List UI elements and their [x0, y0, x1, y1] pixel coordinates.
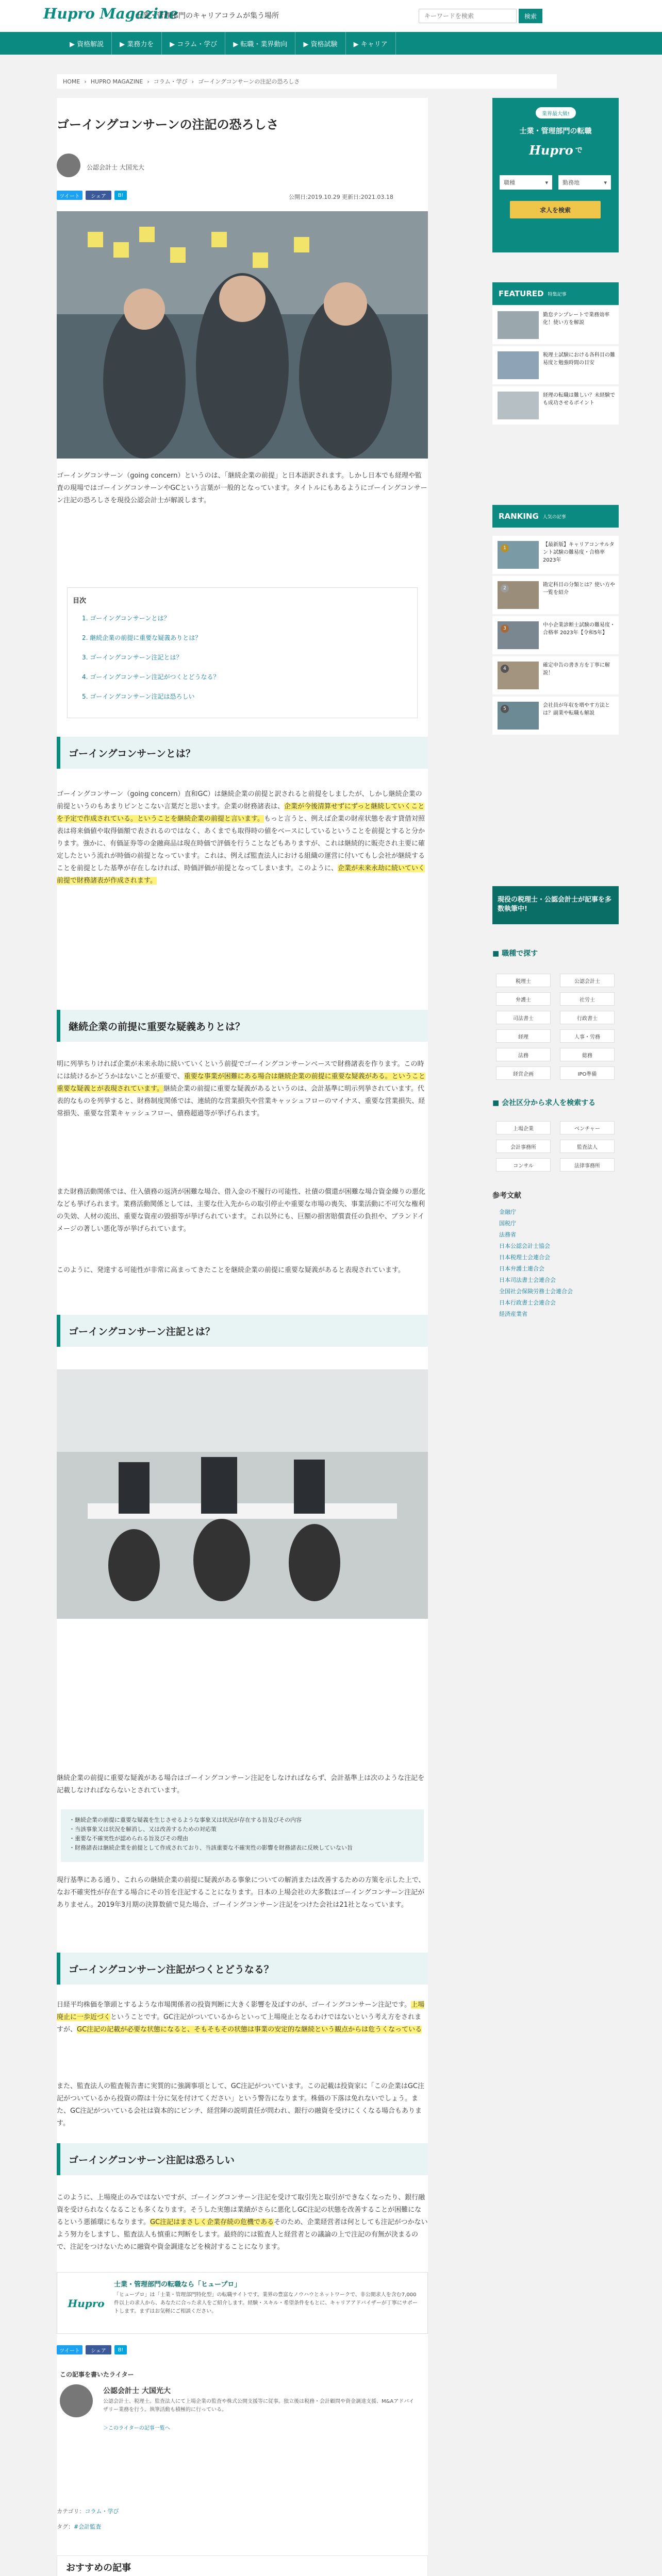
- reference-link[interactable]: 国税庁: [499, 1220, 516, 1227]
- job-pill[interactable]: IPO準備: [560, 1066, 615, 1080]
- publish-dates: 公開日:2019.10.29 更新日:2021.03.18: [289, 194, 393, 200]
- facebook-share-button[interactable]: シェア: [86, 2345, 111, 2354]
- ranking-item[interactable]: 4 確定申告の書き方を丁寧に解説！: [492, 656, 619, 694]
- ranking-thumb: [498, 541, 539, 569]
- nav-item-qualifications[interactable]: ▶ 資格解説: [62, 32, 112, 55]
- section-title-companies: ■ 会社区分から求人を検索する: [492, 1099, 596, 1107]
- highlight: 上場廃止に一歩近づく: [57, 2001, 425, 2021]
- job-pill[interactable]: 経営企画: [496, 1066, 551, 1080]
- ranking-item[interactable]: 5 会社員が年収を増やす方法とは？副業や転職も解説: [492, 697, 619, 735]
- nav-item-column[interactable]: ▶ コラム・学び: [162, 32, 225, 55]
- highlight: 重要な事業が困難にある場合は継続企業の前提に重要な疑義がある。ということ重要な疑義とが表現されています。: [57, 1073, 425, 1093]
- job-search-button[interactable]: 求人を検索: [510, 201, 601, 218]
- job-pill[interactable]: 社労士: [560, 992, 615, 1006]
- featured-thumb: [498, 311, 539, 339]
- nav-item-industry[interactable]: ▶ 転職・業界動向: [225, 32, 295, 55]
- rank-badge: 3: [501, 624, 509, 633]
- recommended-title: おすすめの記事: [66, 2563, 131, 2573]
- facebook-share-button[interactable]: シェア: [86, 191, 111, 200]
- ad-text: 「ヒュープロ」は「士業・管理部門特化型」の転職サイトです。業界の豊富なノウハウとネットワークで、非公開求人を含む7,000件以上の求人から、あなたに合った求人をご紹介します。経験・スキル・希望条件をもとに、キャリアアドバイザーが丁寧にサポートします。まずはお気軽にご相談ください。: [114, 2292, 418, 2314]
- breadcrumb-current: ゴーイングコンサーンの注記の恐ろしさ: [198, 78, 300, 85]
- tag-link[interactable]: #会計監査: [74, 2523, 102, 2530]
- bullet-item: ・当該事象又は状況を解消し、又は改善するための対応策: [69, 1826, 217, 1833]
- section-title-references: 参考文献: [492, 1192, 521, 1200]
- search-button[interactable]: 検索: [519, 9, 542, 23]
- ad-title[interactable]: 士業・管理部門の転職なら「ヒュープロ」: [114, 2281, 241, 2289]
- bullet-item: ・財務諸表は継続企業を前提として作成されており、当該重要な不確実性の影響を財務諸表に反映していない旨: [69, 1844, 353, 1851]
- article-paragraph: 継続企業の前提に重要な疑義がある場合はゴーイングコンサーン注記をしなければならず、会計基準上は次のような注記を記載しなければならないとされています。: [57, 1774, 425, 1794]
- job-pill[interactable]: 公認会計士: [560, 974, 615, 987]
- toc-item[interactable]: 5. ゴーイングコンサーン注記は恐ろしい: [82, 693, 195, 700]
- job-pill[interactable]: 弁護士: [496, 992, 551, 1006]
- page-title: ゴーイングコンサーンの注記の恐ろしさ: [57, 117, 279, 132]
- writer-avatar: [60, 2384, 93, 2417]
- writer-bio: 公認会計士、税理士。監査法人にて上場企業の監査や株式公開支援等に従事。独立後は税務・会計顧問や資金調達支援、M&Aアドバイザリー業務を行う。執筆活動も積極的に行っている。: [103, 2399, 415, 2413]
- ranking-thumb: [498, 621, 539, 649]
- author-avatar: [57, 154, 80, 177]
- article-paragraph: このように、発達する可能性が非常に高まってきたことを継続企業の前提に重要な疑義があると表現されています。: [57, 1266, 405, 1274]
- rank-badge: 1: [501, 544, 509, 552]
- reference-link[interactable]: 金融庁: [499, 1209, 516, 1215]
- hero-image-meeting: [57, 211, 428, 459]
- breadcrumb-category[interactable]: コラム・学び: [153, 78, 188, 85]
- ranking-thumb: [498, 581, 539, 609]
- highlight: 企業が今後清算せずにずっと継続していくことを予定で作成されている。ということを継続企業の前提と言います。: [57, 803, 425, 823]
- reference-link[interactable]: 経済産業省: [499, 1311, 527, 1317]
- reference-link[interactable]: 日本行政書士会連合会: [499, 1299, 556, 1306]
- ranking-header: RANKING 人気の記事: [492, 505, 619, 528]
- reference-link[interactable]: 日本弁護士連合会: [499, 1265, 544, 1272]
- location-select[interactable]: 勤務地 ▾: [558, 175, 611, 190]
- ad-headline: 士業・管理部門の転職: [519, 127, 592, 135]
- reference-link[interactable]: 全国社会保険労務士会連合会: [499, 1288, 573, 1295]
- tag-row: タグ：#会計監査: [57, 2523, 102, 2530]
- note-bullet-list: [61, 1809, 424, 1862]
- writers-banner[interactable]: 現役の税理士・公認会計士が記事を多数執筆中!: [492, 886, 619, 924]
- hatena-button[interactable]: B!: [114, 191, 127, 200]
- ranking-thumb: [498, 702, 539, 730]
- breadcrumb-magazine[interactable]: HUPRO MAGAZINE: [90, 78, 143, 85]
- highlight: GC注記の記載が必要な状態になると、そもそもその状態は事業の安定的な継続という観点からは危うくなっている: [77, 2026, 422, 2033]
- category-row: カテゴリ：コラム・学び: [57, 2508, 119, 2515]
- ranking-item[interactable]: 3 中小企業診断士試験の難易度・合格率 2023年【令和5年】: [492, 616, 619, 654]
- bullet-item: ・重要な不確実性が認められる旨及びその理由: [69, 1835, 188, 1842]
- featured-thumb: [498, 392, 539, 419]
- company-pill[interactable]: コンサル: [496, 1158, 551, 1172]
- rank-badge: 5: [501, 705, 509, 713]
- featured-item[interactable]: 税理士試験における各科目の難易度と勉強時間の目安: [492, 346, 619, 384]
- breadcrumb-home[interactable]: HOME: [63, 78, 80, 85]
- article-paragraph: 日経平均株価を筆頭とするような市場関係者の投資判断に大きく影響を及ぼすのが、ゴーイングコンサーン注記です。上場廃止に一歩近づくということです。GC注記がついているからといって上場廃止となるわけではないという考え方をされますが、GC注記の記載が必要な状態になると、そもそもその状態は事業の安定的な継続という観点からは危うくなっている: [57, 2001, 425, 2033]
- reference-link[interactable]: 日本税理士会連合会: [499, 1254, 550, 1261]
- ad-logo: Hupro: [68, 2297, 105, 2310]
- section-heading: 継続企業の前提に重要な疑義ありとは？: [57, 1010, 428, 1042]
- site-logo[interactable]: Hupro Magazine: [43, 5, 178, 22]
- job-pill[interactable]: 総務: [560, 1048, 615, 1061]
- toc-title: 目次: [73, 597, 87, 605]
- featured-item[interactable]: 勤怠テンプレートで業務効率化！使い方を解説: [492, 306, 619, 344]
- author-name[interactable]: 公認会計士 大国光大: [87, 164, 144, 171]
- bullet-item: ・継続企業の前提に重要な疑義を生じさせるような事象又は状況が存在する旨及びその内容: [69, 1817, 302, 1823]
- tweet-button[interactable]: ツイート: [57, 191, 82, 200]
- nav-item-career[interactable]: ▶ キャリア: [346, 32, 396, 55]
- job-pill[interactable]: 人事・労務: [560, 1029, 615, 1043]
- main-nav: [0, 32, 662, 55]
- article-paragraph: また財務活動関係では、仕入債務の返済が困難な場合、借入金の不履行の可能性、社債の償還が困難な場合資金繰りの悪化なども挙げられます。業務活動関係としては、主要な仕入先からの取引停止や重要な市場の喪失、事業活動に不可欠な権利の失効、人材の流出、重要な資産の毀損等が挙げられています。これ以外にも、巨額の損害賠償責任の負担や、ブランドイメージの著しい悪化等が挙げられています。: [57, 1188, 426, 1233]
- nav-item-skills[interactable]: ▶ 業務力を: [112, 32, 162, 55]
- job-pill[interactable]: 法務: [496, 1048, 551, 1061]
- highlight: GC注記はまさしく企業存続の危機である: [150, 2218, 274, 2226]
- toc-item[interactable]: 2. 継続企業の前提に重要な疑義ありとは？: [82, 634, 202, 641]
- writer-box: [57, 2370, 428, 2442]
- toc-item[interactable]: 1. ゴーイングコンサーンとは？: [82, 615, 170, 622]
- article-paragraph: 明に列挙ちりければ企業が未来永劫に続いていくという前提でゴーイングコンサーンベースで財務諸表を作ります。この時には続けるかどうかはないことが重要で、重要な事業が困難にある場合は継続企業の前提に重要な疑義がある。ということ重要な疑義とが表現されています。継続企業の前提に重要な疑義があるというのは、会計基準に明示列挙されています。代表的なものを列挙すると、財務制度関係では、連続的な営業損失や営業キャッシュフローのマイナス、重要な営業損失、経常損失、重要な営業キャッシュフロー、債務超過等が挙げられます。: [57, 1060, 425, 1117]
- company-pill[interactable]: 法律事務所: [560, 1158, 615, 1172]
- hupro-ad-box[interactable]: [57, 2272, 428, 2334]
- site-tagline: 士業・管理部門のキャリアコラムが集う場所: [135, 12, 279, 20]
- table-of-contents: [67, 587, 418, 718]
- reference-link[interactable]: 日本公認会計士協会: [499, 1243, 550, 1249]
- office-image: [57, 1369, 428, 1619]
- featured-header: FEATURED 特集記事: [492, 282, 619, 305]
- section-title-jobs: ■ 職種で探す: [492, 950, 538, 958]
- ad-logo: Hupro で: [529, 142, 583, 158]
- company-pill[interactable]: 上場企業: [496, 1121, 551, 1134]
- company-pill[interactable]: 監査法人: [560, 1140, 615, 1153]
- job-pill[interactable]: 経理: [496, 1029, 551, 1043]
- ranking-thumb: [498, 662, 539, 689]
- site-header: [0, 0, 662, 32]
- article-paragraph: このように、上場廃止のみではないですが、ゴーイングコンサーン注記を受けて取引先と取引ができなくなったり、銀行融資を受けられなくなることも多くなります。そうした実態は業績がさらに悪化しGC注記の状態を改善することが困難になるという悪循環にもなります。GC注記はまさしく企業存続の危機であるそのため、企業経営者は何としても注記がつかないよう努力をしますし、監査法人も慎重に判断をします。最終的には監査人と経営者との議論の上で注記の有無が決まるので、注記をつけないために融資や資金調達などを検討することになります。: [57, 2194, 428, 2251]
- toc-item[interactable]: 4. ゴーイングコンサーン注記がつくとどうなる？: [82, 673, 220, 681]
- writer-name[interactable]: 公認会計士 大国光大: [103, 2387, 171, 2395]
- tweet-button[interactable]: ツイート: [57, 2345, 82, 2354]
- highlight: 企業が未来永劫に続いていく前提で財務諸表が作成されます。: [57, 865, 425, 885]
- search-input[interactable]: [419, 9, 517, 23]
- featured-item[interactable]: 経理の転職は難しい？未経験でも成功させるポイント: [492, 386, 619, 425]
- job-pill[interactable]: 行政書士: [560, 1011, 615, 1024]
- job-type-select[interactable]: 職種 ▾: [500, 175, 552, 190]
- ranking-item[interactable]: 1 【最新版】キャリアコンサルタント試験の難易度・合格率 2023年: [492, 536, 619, 574]
- job-pill[interactable]: 税理士: [496, 974, 551, 987]
- article-paragraph: 現行基準にある通り、これらの継続企業の前提に疑義がある事象についての解消または改善するための方策を示した上で、なお不確実性が存在する場合にその旨を注記することになります。日本の上場会社の大多数はゴーイングコンサーン注記がありません。2019年3月期の決算数値で見た場合、ゴーイングコンサーン注記をつけた会社は21社となっています。: [57, 1876, 425, 1909]
- section-heading: ゴーイングコンサーン注記は恐ろしい: [57, 2143, 428, 2175]
- sidebar-job-search-ad: [492, 98, 619, 252]
- hatena-button[interactable]: B!: [114, 2345, 127, 2354]
- rank-badge: 4: [501, 665, 509, 673]
- category-link[interactable]: コラム・学び: [85, 2508, 119, 2515]
- rank-badge: 2: [501, 584, 509, 592]
- article-paragraph: また、監査法人の監査報告書に実質的に強調事項として、GC注記がついています。この記載は投資家に「この企業はGC注記がついているから投資の際は十分に気を付けてください」という警告になります。株価の下落は免れないでしょう。また、GC注記がついている会社は資本的にピンチ、経営陣の説明責任が問われ、銀行の融資を受けにくくなる場合もあります。: [57, 2082, 425, 2127]
- section-heading: ゴーイングコンサーンとは？: [57, 737, 428, 769]
- article-paragraph: ゴーイングコンサーン（going concern）直和GC）は継続企業の前提と訳されると前提をしましたが、しかし継続企業の前提というのもあまりピンとこない言葉だと思います。企業の財務諸表は、企業が今後清算せずにずっと継続していくことを予定で作成されている。ということを継続企業の前提と言います。もっと言うと、例えば企業の財産状態を表す貸借対照表は将来価値や取得価額で表されるのではなく、あくまでも取得時の値をベースにしているということを前提とすると分かります。強かに、有価証券等の金融商品は現在時価で評価を行うことなどもありますが、これは継続的に販売され主要に確定したという流れが時価の前提となっています。これは、例えば監査法人における組織の運営に付いてもし会社が継続することを前提とした基準が存在しなければ、時価評価が前提となってしまいます。このように、企業が未来永劫に続いていく前提で財務諸表が作成されます。: [57, 790, 425, 885]
- section-heading: ゴーイングコンサーン注記がつくとどうなる？: [57, 1953, 428, 1985]
- section-heading: ゴーイングコンサーン注記とは？: [57, 1315, 428, 1347]
- company-pill[interactable]: 会計事務所: [496, 1140, 551, 1153]
- job-pill[interactable]: 司法書士: [496, 1011, 551, 1024]
- intro-paragraph: ゴーイングコンサーン（going concern）というのは、「継続企業の前提」と日本語訳されます。しかし日本でも経理や監査の現場ではゴーイングコンサーンやGCという言葉が一般的となっています。タイトルにもあるようにゴーイングコンサーン注記の恐ろしさを現役公認会計士が解説します。: [57, 472, 427, 504]
- reference-link[interactable]: 日本司法書士会連合会: [499, 1277, 556, 1283]
- nav-item-exams[interactable]: ▶ 資格試験: [295, 32, 345, 55]
- toc-item[interactable]: 3. ゴーイングコンサーン注記とは？: [82, 654, 183, 661]
- ranking-item[interactable]: 2 勘定科目の分類とは？使い方や一覧を紹介: [492, 576, 619, 614]
- writer-label: この記事を書いたライター: [60, 2371, 134, 2378]
- company-pill[interactable]: ベンチャー: [560, 1121, 615, 1134]
- writer-articles-link[interactable]: ＞このライターの記事一覧へ: [103, 2426, 170, 2431]
- reference-link[interactable]: 法務省: [499, 1231, 516, 1238]
- breadcrumb: HOME › HUPRO MAGAZINE › コラム・学び › ゴーイングコンサーンの注記の恐ろしさ: [57, 74, 557, 89]
- ad-badge: 業界最大級!: [536, 107, 576, 118]
- featured-thumb: [498, 351, 539, 379]
